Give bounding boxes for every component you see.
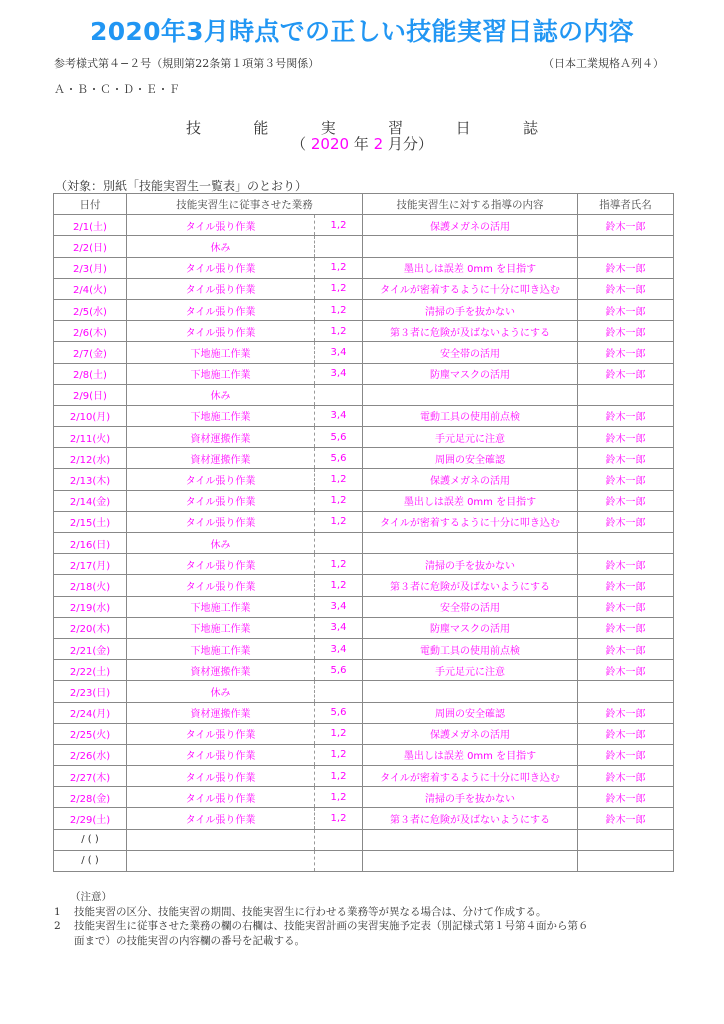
instructor-cell: 鈴木一郎: [578, 808, 674, 829]
instructor-cell: 鈴木一郎: [578, 278, 674, 299]
instructor-cell: 鈴木一郎: [578, 787, 674, 808]
task-number-cell: 1,2: [315, 766, 363, 787]
guidance-cell: 安全帯の活用: [363, 596, 578, 617]
date-cell: 2/15(土): [54, 511, 127, 532]
date-cell: 2/6(木): [54, 321, 127, 342]
task-number-cell: 1,2: [315, 511, 363, 532]
instructor-cell: 鈴木一郎: [578, 321, 674, 342]
task-number-cell: 1,2: [315, 808, 363, 829]
task-cell: タイル張り作業: [127, 321, 315, 342]
task-number-cell: 1,2: [315, 787, 363, 808]
task-cell: タイル張り作業: [127, 808, 315, 829]
guidance-cell: 第３者に危険が及ばないようにする: [363, 321, 578, 342]
table-row: [54, 384, 674, 405]
task-cell: タイル張り作業: [127, 299, 315, 320]
period-open: （: [291, 135, 311, 153]
guidance-cell: 墨出しは誤差 0mm を目指す: [363, 490, 578, 511]
banner-title: 2020年3月時点での正しい技能実習日誌の内容: [90, 17, 634, 46]
task-cell: 下地施工作業: [127, 363, 315, 384]
period-year: 2020: [310, 135, 350, 153]
instructor-cell: 鈴木一郎: [578, 702, 674, 723]
note-text: 技能実習の区分、技能実習の期間、技能実習生に行わせる業務等が異なる場合は、分けて作成する。: [74, 905, 547, 918]
note-text-continued: 面まで）の技能実習の内容欄の番号を記載する。: [74, 934, 305, 947]
task-number-cell: 1,2: [315, 723, 363, 744]
date-cell: 2/20(木): [54, 617, 127, 638]
note-item: [54, 919, 589, 934]
table-row: [54, 617, 674, 638]
guidance-cell: 清掃の手を抜かない: [363, 554, 578, 575]
paper-standard: （日本工業規格Ａ列４）: [543, 57, 664, 70]
task-number-cell: 5,6: [315, 427, 363, 448]
task-cell: 休み: [127, 533, 315, 554]
table-row: [54, 596, 674, 617]
task-cell: タイル張り作業: [127, 723, 315, 744]
category-letters: Ａ・Ｂ・Ｃ・Ｄ・Ｅ・Ｆ: [54, 83, 181, 96]
date-cell: 2/25(火): [54, 723, 127, 744]
date-cell: 2/24(月): [54, 702, 127, 723]
task-number-cell: 1,2: [315, 469, 363, 490]
table-row: [54, 575, 674, 596]
task-number-cell: [315, 236, 363, 257]
task-number-cell: 1,2: [315, 575, 363, 596]
table-row: [54, 405, 674, 426]
guidance-cell: 周囲の安全確認: [363, 448, 578, 469]
task-number-cell: 1,2: [315, 490, 363, 511]
instructor-cell: 鈴木一郎: [578, 405, 674, 426]
task-number-cell: 3,4: [315, 363, 363, 384]
task-cell: タイル張り作業: [127, 787, 315, 808]
guidance-cell: タイルが密着するように十分に叩き込む: [363, 766, 578, 787]
instructor-cell: 鈴木一郎: [578, 469, 674, 490]
guidance-cell: [363, 384, 578, 405]
task-number-cell: 1,2: [315, 257, 363, 278]
guidance-cell: タイルが密着するように十分に叩き込む: [363, 278, 578, 299]
notes-heading: （注意）: [70, 891, 112, 903]
date-cell: 2/7(金): [54, 342, 127, 363]
instructor-cell: 鈴木一郎: [578, 511, 674, 532]
note-number: 2: [54, 920, 61, 932]
task-number-cell: [315, 533, 363, 554]
date-cell: 2/29(土): [54, 808, 127, 829]
task-number-cell: 1,2: [315, 744, 363, 765]
period-year-suffix: 年: [349, 135, 374, 153]
task-number-cell: 3,4: [315, 638, 363, 659]
date-cell: 2/10(月): [54, 405, 127, 426]
date-cell: 2/23(日): [54, 681, 127, 702]
note-item: [54, 905, 589, 920]
instructor-cell: 鈴木一郎: [578, 215, 674, 236]
header-date: 日付: [54, 194, 127, 215]
instructor-cell: 鈴木一郎: [578, 660, 674, 681]
date-cell: 2/27(木): [54, 766, 127, 787]
task-cell: タイル張り作業: [127, 278, 315, 299]
task-cell: タイル張り作業: [127, 575, 315, 596]
task-cell: 下地施工作業: [127, 617, 315, 638]
instructor-cell: 鈴木一郎: [578, 299, 674, 320]
date-cell: 2/22(土): [54, 660, 127, 681]
period-month-suffix: 月分）: [383, 135, 433, 153]
instructor-cell: 鈴木一郎: [578, 490, 674, 511]
header-task: 技能実習生に従事させた業務: [127, 194, 363, 215]
guidance-cell: 清掃の手を抜かない: [363, 299, 578, 320]
instructor-cell: [578, 384, 674, 405]
guidance-cell: 防塵マスクの活用: [363, 363, 578, 384]
instructor-cell: 鈴木一郎: [578, 427, 674, 448]
table-row: [54, 363, 674, 384]
header-guidance: 技能実習生に対する指導の内容: [363, 194, 578, 215]
instructor-cell: 鈴木一郎: [578, 575, 674, 596]
date-cell: 2/9(日): [54, 384, 127, 405]
task-number-cell: 1,2: [315, 321, 363, 342]
guidance-cell: 墨出しは誤差 0mm を目指す: [363, 744, 578, 765]
date-cell: 2/4(火): [54, 278, 127, 299]
guidance-cell: 保護メガネの活用: [363, 469, 578, 490]
date-cell: / ( ): [54, 850, 127, 871]
table-row: [54, 829, 674, 850]
task-number-cell: 3,4: [315, 617, 363, 638]
instructor-cell: [578, 533, 674, 554]
date-cell: 2/18(火): [54, 575, 127, 596]
guidance-cell: タイルが密着するように十分に叩き込む: [363, 511, 578, 532]
task-cell: 休み: [127, 681, 315, 702]
table-header-row: [54, 194, 674, 215]
guidance-cell: 電動工具の使用前点検: [363, 405, 578, 426]
table-row: [54, 215, 674, 236]
task-cell: 資材運搬作業: [127, 660, 315, 681]
diary-table: [53, 193, 674, 872]
guidance-cell: [363, 681, 578, 702]
guidance-cell: 第３者に危険が及ばないようにする: [363, 575, 578, 596]
table-row: [54, 660, 674, 681]
table-row: [54, 321, 674, 342]
date-cell: 2/5(水): [54, 299, 127, 320]
task-number-cell: 5,6: [315, 660, 363, 681]
table-row: [54, 744, 674, 765]
task-number-cell: 3,4: [315, 405, 363, 426]
table-row: [54, 427, 674, 448]
guidance-cell: [363, 829, 578, 850]
guidance-cell: 保護メガネの活用: [363, 215, 578, 236]
instructor-cell: 鈴木一郎: [578, 363, 674, 384]
note-text: 技能実習生に従事させた業務の欄の右欄は、技能実習計画の実習実施予定表（別記様式第１号第４面から第６: [74, 920, 589, 932]
task-cell: タイル張り作業: [127, 766, 315, 787]
title-char: 日: [455, 119, 471, 137]
task-cell: 下地施工作業: [127, 638, 315, 659]
task-cell: [127, 829, 315, 850]
guidance-cell: 周囲の安全確認: [363, 702, 578, 723]
task-number-cell: 1,2: [315, 278, 363, 299]
task-number-cell: 1,2: [315, 299, 363, 320]
instructor-cell: 鈴木一郎: [578, 617, 674, 638]
table-row: [54, 469, 674, 490]
table-row: [54, 236, 674, 257]
date-cell: 2/8(土): [54, 363, 127, 384]
instructor-cell: 鈴木一郎: [578, 448, 674, 469]
task-cell: 資材運搬作業: [127, 448, 315, 469]
form-number: 参考様式第４−２号（規則第22条第１項第３号関係）: [54, 57, 320, 70]
instructor-cell: [578, 850, 674, 871]
task-cell: タイル張り作業: [127, 511, 315, 532]
task-cell: 下地施工作業: [127, 405, 315, 426]
date-cell: 2/3(月): [54, 257, 127, 278]
date-cell: / ( ): [54, 829, 127, 850]
title-char: 技: [186, 119, 202, 137]
guidance-cell: 手元足元に注意: [363, 427, 578, 448]
guidance-cell: 防塵マスクの活用: [363, 617, 578, 638]
date-cell: 2/1(土): [54, 215, 127, 236]
table-row: [54, 554, 674, 575]
task-cell: タイル張り作業: [127, 215, 315, 236]
task-cell: 資材運搬作業: [127, 702, 315, 723]
instructor-cell: 鈴木一郎: [578, 342, 674, 363]
date-cell: 2/2(日): [54, 236, 127, 257]
instructor-cell: 鈴木一郎: [578, 257, 674, 278]
date-cell: 2/19(水): [54, 596, 127, 617]
guidance-cell: 安全帯の活用: [363, 342, 578, 363]
guidance-cell: [363, 533, 578, 554]
date-cell: 2/17(月): [54, 554, 127, 575]
instructor-cell: [578, 829, 674, 850]
table-row: [54, 299, 674, 320]
table-row: [54, 511, 674, 532]
guidance-cell: [363, 850, 578, 871]
table-row: [54, 808, 674, 829]
task-cell: タイル張り作業: [127, 554, 315, 575]
table-row: [54, 278, 674, 299]
task-number-cell: [315, 384, 363, 405]
period-line: [0, 133, 724, 154]
period-month: 2: [373, 135, 384, 153]
table-row: [54, 723, 674, 744]
table-row: [54, 257, 674, 278]
task-number-cell: 1,2: [315, 554, 363, 575]
task-cell: 休み: [127, 236, 315, 257]
guidance-cell: 電動工具の使用前点検: [363, 638, 578, 659]
title-char: 実: [320, 119, 336, 137]
task-cell: 資材運搬作業: [127, 427, 315, 448]
table-row: [54, 681, 674, 702]
table-row: [54, 533, 674, 554]
task-cell: タイル張り作業: [127, 469, 315, 490]
task-cell: 下地施工作業: [127, 596, 315, 617]
task-number-cell: 3,4: [315, 596, 363, 617]
date-cell: 2/11(火): [54, 427, 127, 448]
task-number-cell: 5,6: [315, 448, 363, 469]
table-row: [54, 342, 674, 363]
task-number-cell: 3,4: [315, 342, 363, 363]
date-cell: 2/21(金): [54, 638, 127, 659]
notes-section: [54, 890, 589, 948]
table-row: [54, 850, 674, 871]
task-number-cell: 1,2: [315, 215, 363, 236]
task-cell: タイル張り作業: [127, 257, 315, 278]
title-char: 誌: [522, 119, 538, 137]
task-number-cell: 5,6: [315, 702, 363, 723]
guidance-cell: 第３者に危険が及ばないようにする: [363, 808, 578, 829]
table-row: [54, 787, 674, 808]
task-cell: タイル張り作業: [127, 490, 315, 511]
table-row: [54, 638, 674, 659]
table-row: [54, 490, 674, 511]
task-number-cell: [315, 850, 363, 871]
table-row: [54, 448, 674, 469]
task-number-cell: [315, 829, 363, 850]
date-cell: 2/12(水): [54, 448, 127, 469]
instructor-cell: 鈴木一郎: [578, 638, 674, 659]
guidance-cell: 手元足元に注意: [363, 660, 578, 681]
table-body: [54, 215, 674, 872]
instructor-cell: 鈴木一郎: [578, 554, 674, 575]
title-char: 能: [253, 119, 269, 137]
date-cell: 2/16(日): [54, 533, 127, 554]
table-row: [54, 702, 674, 723]
date-cell: 2/13(木): [54, 469, 127, 490]
task-cell: 休み: [127, 384, 315, 405]
date-cell: 2/26(水): [54, 744, 127, 765]
note-number: 1: [54, 905, 61, 918]
instructor-cell: 鈴木一郎: [578, 723, 674, 744]
date-cell: 2/28(金): [54, 787, 127, 808]
date-cell: 2/14(金): [54, 490, 127, 511]
task-cell: タイル張り作業: [127, 744, 315, 765]
target-note: （対象：別紙「技能実習生一覧表」のとおり）: [55, 179, 308, 193]
instructor-cell: [578, 236, 674, 257]
task-number-cell: [315, 681, 363, 702]
task-cell: [127, 850, 315, 871]
guidance-cell: 保護メガネの活用: [363, 723, 578, 744]
instructor-cell: [578, 681, 674, 702]
title-char: 習: [388, 119, 404, 137]
task-cell: 下地施工作業: [127, 342, 315, 363]
instructor-cell: 鈴木一郎: [578, 766, 674, 787]
instructor-cell: 鈴木一郎: [578, 596, 674, 617]
instructor-cell: 鈴木一郎: [578, 744, 674, 765]
guidance-cell: 墨出しは誤差 0mm を目指す: [363, 257, 578, 278]
guidance-cell: 清掃の手を抜かない: [363, 787, 578, 808]
table-row: [54, 766, 674, 787]
guidance-cell: [363, 236, 578, 257]
header-instructor: 指導者氏名: [578, 194, 674, 215]
